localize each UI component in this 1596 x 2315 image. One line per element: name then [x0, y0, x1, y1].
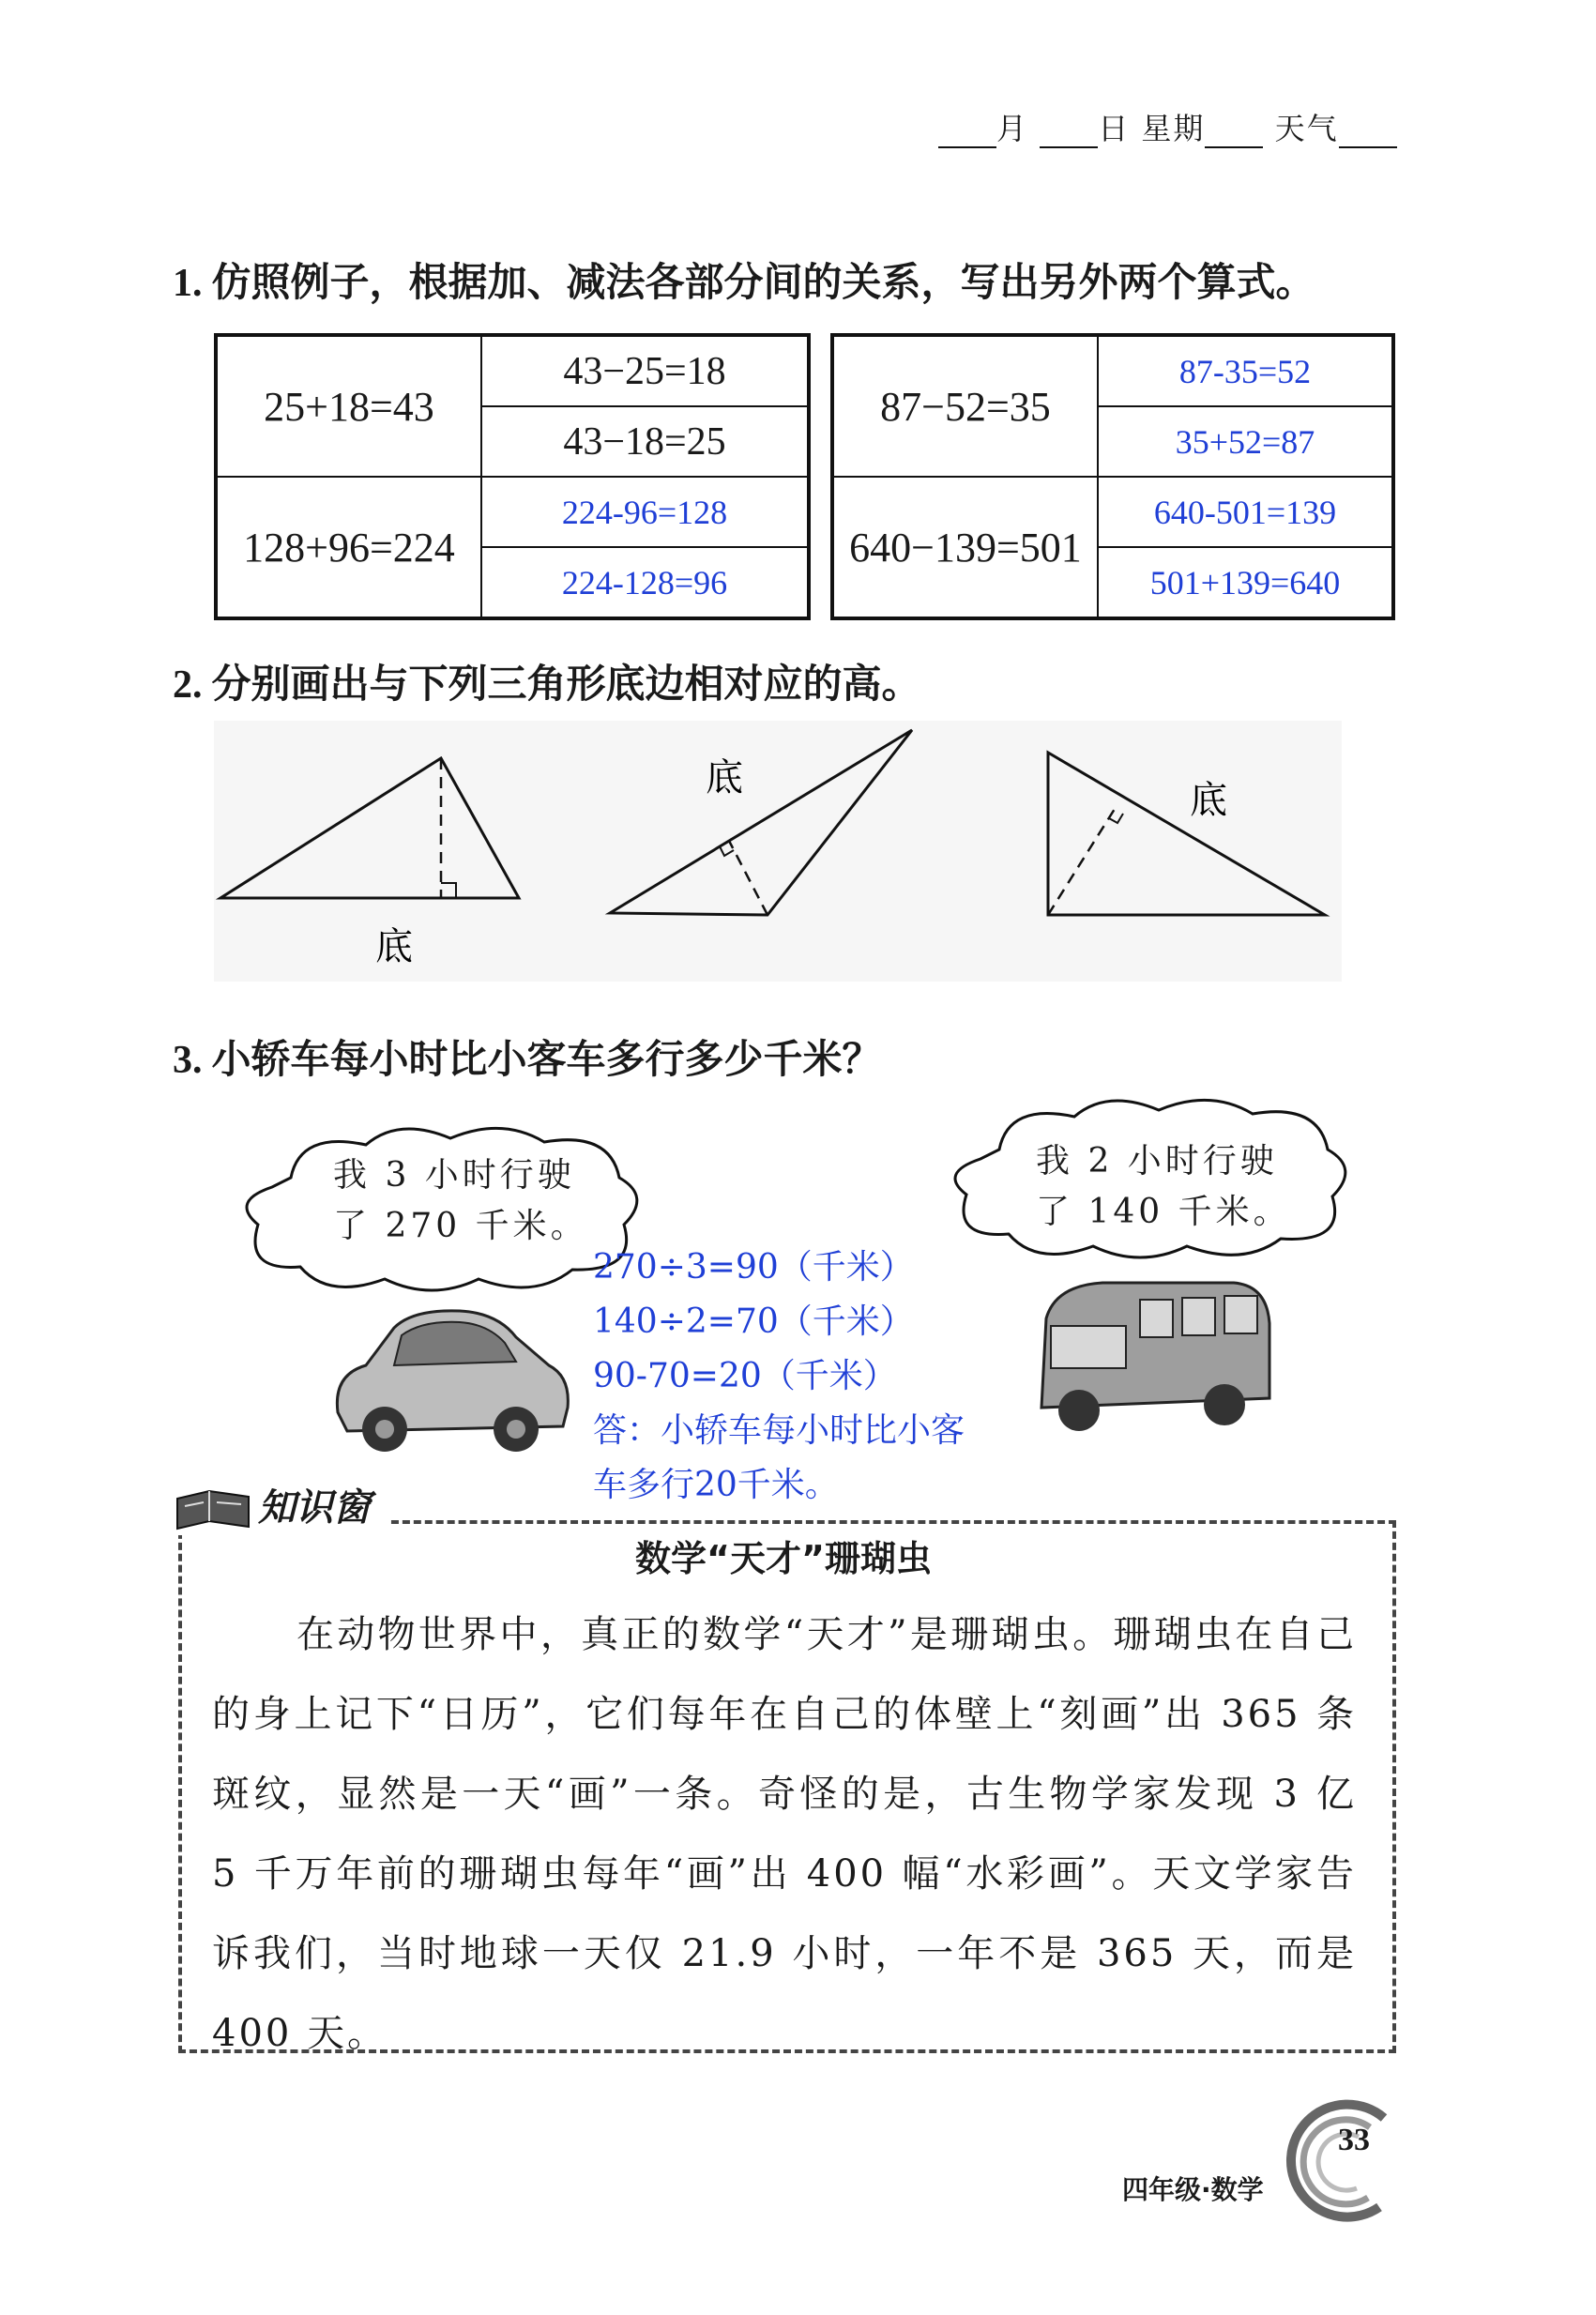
answer-line: 140÷2=70（千米）: [593, 1302, 914, 1341]
equation-table-right: [830, 333, 1395, 620]
question-2-title: [173, 653, 921, 709]
bus-windshield: [1051, 1326, 1126, 1368]
car-illustration: [328, 1300, 572, 1459]
answer-equation[interactable]: 640-501=139: [1098, 477, 1393, 547]
answer-line: 90-70=20（千米）: [593, 1357, 897, 1395]
answer-equation[interactable]: 501+139=640: [1098, 547, 1393, 618]
page-number: 33: [1338, 2123, 1370, 2157]
weekday-label: 星期: [1141, 111, 1206, 146]
bus-bubble-text: [1036, 1136, 1291, 1238]
given-equation: 25+18=43: [216, 335, 481, 477]
weather-label: 天气: [1274, 111, 1339, 146]
page-number-swirl: [1276, 2094, 1398, 2226]
base-label: 底: [1190, 779, 1227, 822]
weekday-blank[interactable]: [1205, 118, 1263, 148]
grade-subject: 四年级·数学: [1122, 2174, 1264, 2205]
derived-equation: 43−18=25: [481, 406, 809, 477]
derived-equation: 43−25=18: [481, 335, 809, 406]
question-1-prompt: 仿照例子，根据加、减法各部分间的关系，写出另外两个算式。: [211, 259, 1315, 305]
car-bubble-text: [333, 1150, 588, 1252]
book-icon: [174, 1485, 252, 1532]
bus-bubble-line: 了 140 千米。: [1036, 1193, 1291, 1231]
bus-bubble-line: 我 2 小时行驶: [1036, 1142, 1278, 1180]
question-3-prompt: 小轿车每小时比小客车多行多少千米？: [211, 1036, 882, 1082]
question-1-title: [173, 251, 1315, 308]
answer-equation[interactable]: 35+52=87: [1098, 406, 1393, 477]
answer-equation[interactable]: 224-128=96: [481, 547, 809, 618]
question-2-prompt: 分别画出与下列三角形底边相对应的高。: [211, 661, 921, 707]
given-equation: 640−139=501: [832, 477, 1098, 618]
answer-equation[interactable]: 87-35=52: [1098, 335, 1393, 406]
bus-window: [1224, 1296, 1257, 1333]
knowledge-title: 数学“天才”珊瑚虫: [635, 1538, 932, 1579]
question-2-number: 2.: [173, 663, 203, 707]
day-label: 日: [1098, 111, 1131, 146]
answer-line: 答：小轿车每小时比小客: [593, 1411, 965, 1450]
bus-wheel: [1058, 1390, 1100, 1431]
question-1-number: 1.: [173, 262, 203, 305]
answer-line: 270÷3=90（千米）: [593, 1248, 914, 1287]
day-blank[interactable]: [1040, 118, 1098, 148]
question-3-answer: [593, 1241, 965, 1513]
answer-equation[interactable]: 224-96=128: [481, 477, 809, 547]
given-equation: 128+96=224: [216, 477, 481, 618]
bus-window: [1140, 1300, 1173, 1337]
knowledge-paragraph: 在动物世界中，真正的数学“天才”是珊瑚虫。珊瑚虫在自己的身上记下“日历”，它们每年在自己的体壁上“刻画”出 365 条斑纹，显然是一天“画”一条。奇怪的是，古生物学家发现 3 亿 5 千万年前的珊瑚虫每年“画”出 400 幅“水彩画”。天文学家告诉我们，当时地球一天仅 21.9 小时，一年不是 365 天，而是 400 天。: [212, 1613, 1357, 2055]
bus-wheel: [1204, 1384, 1245, 1425]
date-weather-header: [938, 105, 1397, 148]
question-3-number: 3.: [173, 1039, 203, 1082]
car-bubble-line: 我 3 小时行驶: [333, 1156, 575, 1195]
month-blank[interactable]: [938, 118, 996, 148]
bus-window: [1182, 1298, 1215, 1335]
question-3-title: [173, 1028, 882, 1085]
bus-illustration: [1027, 1272, 1276, 1440]
equation-table-left: [214, 333, 811, 620]
car-hubcap: [507, 1420, 525, 1439]
triangles-diagram: [214, 721, 1342, 982]
car-bubble-line: 了 270 千米。: [333, 1207, 588, 1245]
month-label: 月: [996, 111, 1029, 146]
base-label: 底: [706, 756, 743, 800]
answer-line: 车多行20千米。: [593, 1466, 839, 1504]
given-equation: 87−52=35: [832, 335, 1098, 477]
knowledge-badge: 知识窗: [174, 1481, 389, 1535]
base-label: 底: [375, 925, 413, 968]
weather-blank[interactable]: [1339, 118, 1397, 148]
car-hubcap: [375, 1420, 394, 1439]
